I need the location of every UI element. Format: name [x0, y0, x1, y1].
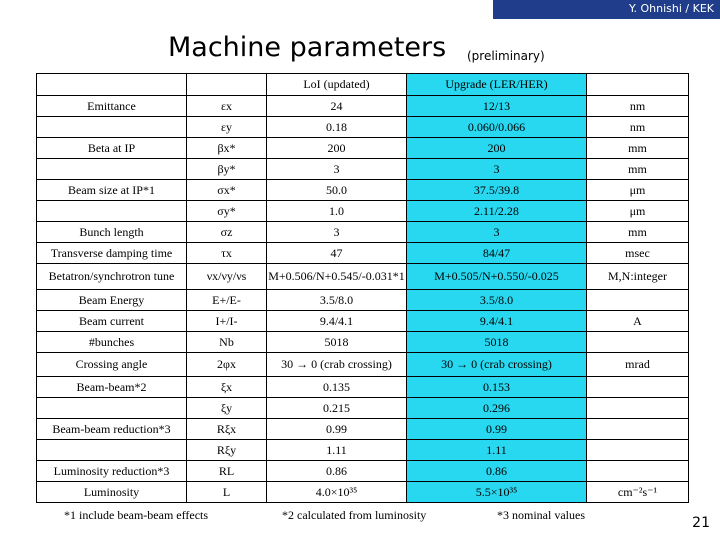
row-symbol: 2φx: [187, 353, 267, 377]
header-bar: [493, 0, 720, 19]
row-unit: [587, 332, 689, 353]
header-upgrade: Upgrade (LER/HER): [407, 74, 587, 96]
row-unit: M,N:integer: [587, 264, 689, 290]
row-upgrade-value: 84/47: [407, 243, 587, 264]
table-row: [37, 353, 689, 377]
row-label: [37, 440, 187, 461]
row-upgrade-value: 37.5/39.8: [407, 180, 587, 201]
table-row: [37, 461, 689, 482]
row-symbol: τx: [187, 243, 267, 264]
row-loi-value: 4.0×10³⁵: [267, 482, 407, 503]
row-symbol: σy*: [187, 201, 267, 222]
table-row: [37, 482, 689, 503]
row-loi-value: 1.0: [267, 201, 407, 222]
row-loi-value: M+0.506/N+0.545/-0.031*1: [267, 264, 407, 290]
footnote-1: *1 include beam-beam effects: [64, 508, 209, 522]
row-label: Beam size at IP*1: [37, 180, 187, 201]
row-label: Beam Energy: [37, 290, 187, 311]
row-unit: cm⁻²s⁻¹: [587, 482, 689, 503]
row-label: Beam-beam*2: [37, 377, 187, 398]
row-symbol: Nb: [187, 332, 267, 353]
table-row: [37, 117, 689, 138]
row-label: Crossing angle: [37, 353, 187, 377]
row-unit: [587, 440, 689, 461]
row-loi-value: 24: [267, 96, 407, 117]
row-upgrade-value: 30 → 0 (crab crossing): [407, 353, 587, 377]
row-unit: mm: [587, 222, 689, 243]
row-loi-value: 1.11: [267, 440, 407, 461]
row-loi-value: 3.5/8.0: [267, 290, 407, 311]
table-row: [37, 290, 689, 311]
table-body: [37, 96, 689, 503]
row-unit: mm: [587, 159, 689, 180]
row-loi-value: 3: [267, 159, 407, 180]
row-unit: nm: [587, 96, 689, 117]
row-upgrade-value: M+0.505/N+0.550/-0.025: [407, 264, 587, 290]
row-unit: μm: [587, 201, 689, 222]
row-unit: nm: [587, 117, 689, 138]
row-label: Transverse damping time: [37, 243, 187, 264]
page-number: 21: [692, 515, 710, 531]
table-row: [37, 440, 689, 461]
row-label: Betatron/synchrotron tune: [37, 264, 187, 290]
row-unit: μm: [587, 180, 689, 201]
row-loi-value: 47: [267, 243, 407, 264]
row-label: [37, 201, 187, 222]
author-label: Y. Ohnishi / KEK: [629, 2, 714, 15]
row-loi-value: 0.99: [267, 419, 407, 440]
table-row: [37, 311, 689, 332]
row-symbol: E+/E-: [187, 290, 267, 311]
row-loi-value: 0.86: [267, 461, 407, 482]
row-label: Luminosity reduction*3: [37, 461, 187, 482]
row-symbol: εy: [187, 117, 267, 138]
row-upgrade-value: 5018: [407, 332, 587, 353]
table-row: [37, 332, 689, 353]
slide-subtitle: (preliminary): [467, 49, 545, 63]
table-row: [37, 138, 689, 159]
row-upgrade-value: 2.11/2.28: [407, 201, 587, 222]
row-upgrade-value: 0.86: [407, 461, 587, 482]
row-symbol: Rξx: [187, 419, 267, 440]
row-symbol: Rξy: [187, 440, 267, 461]
row-symbol: νx/νy/νs: [187, 264, 267, 290]
row-symbol: L: [187, 482, 267, 503]
row-unit: mrad: [587, 353, 689, 377]
row-symbol: βy*: [187, 159, 267, 180]
row-loi-value: 50.0: [267, 180, 407, 201]
row-symbol: RL: [187, 461, 267, 482]
row-upgrade-value: 0.060/0.066: [407, 117, 587, 138]
row-label: [37, 398, 187, 419]
row-loi-value: 0.215: [267, 398, 407, 419]
row-label: Emittance: [37, 96, 187, 117]
row-label: [37, 117, 187, 138]
row-label: Luminosity: [37, 482, 187, 503]
table-header-row: [37, 74, 689, 96]
row-upgrade-value: 3: [407, 159, 587, 180]
row-symbol: ξx: [187, 377, 267, 398]
row-upgrade-value: 9.4/4.1: [407, 311, 587, 332]
row-label: Beam current: [37, 311, 187, 332]
row-symbol: I+/I-: [187, 311, 267, 332]
row-upgrade-value: 200: [407, 138, 587, 159]
row-loi-value: 30 → 0 (crab crossing): [267, 353, 407, 377]
row-upgrade-value: 12/13: [407, 96, 587, 117]
row-symbol: σz: [187, 222, 267, 243]
header-empty-symbol: [187, 74, 267, 96]
row-label: Beam-beam reduction*3: [37, 419, 187, 440]
row-loi-value: 9.4/4.1: [267, 311, 407, 332]
row-upgrade-value: 3.5/8.0: [407, 290, 587, 311]
table-row: [37, 159, 689, 180]
table-row: [37, 398, 689, 419]
header-empty-label: [37, 74, 187, 96]
row-upgrade-value: 3: [407, 222, 587, 243]
table-row: [37, 377, 689, 398]
table-row: [37, 243, 689, 264]
row-unit: A: [587, 311, 689, 332]
row-upgrade-value: 0.99: [407, 419, 587, 440]
table-row: [37, 264, 689, 290]
row-loi-value: 5018: [267, 332, 407, 353]
row-label: Beta at IP: [37, 138, 187, 159]
row-unit: [587, 290, 689, 311]
row-symbol: εx: [187, 96, 267, 117]
header-empty-unit: [587, 74, 689, 96]
slide-title: Machine parameters: [168, 32, 447, 63]
row-loi-value: 200: [267, 138, 407, 159]
row-label: Bunch length: [37, 222, 187, 243]
row-unit: [587, 398, 689, 419]
parameters-table: [36, 73, 689, 503]
row-unit: [587, 377, 689, 398]
row-symbol: σx*: [187, 180, 267, 201]
table-row: [37, 201, 689, 222]
row-loi-value: 0.135: [267, 377, 407, 398]
row-label: [37, 159, 187, 180]
row-unit: mm: [587, 138, 689, 159]
row-unit: [587, 461, 689, 482]
table-row: [37, 419, 689, 440]
footnote-2: *2 calculated from luminosity: [282, 508, 427, 522]
table-row: [37, 96, 689, 117]
footnote-3: *3 nominal values: [497, 508, 585, 522]
table-row: [37, 222, 689, 243]
table-row: [37, 180, 689, 201]
row-label: #bunches: [37, 332, 187, 353]
row-upgrade-value: 0.296: [407, 398, 587, 419]
row-unit: [587, 419, 689, 440]
row-upgrade-value: 1.11: [407, 440, 587, 461]
row-symbol: βx*: [187, 138, 267, 159]
row-loi-value: 0.18: [267, 117, 407, 138]
row-upgrade-value: 5.5×10³⁵: [407, 482, 587, 503]
header-loi: LoI (updated): [267, 74, 407, 96]
row-upgrade-value: 0.153: [407, 377, 587, 398]
row-loi-value: 3: [267, 222, 407, 243]
row-symbol: ξy: [187, 398, 267, 419]
row-unit: msec: [587, 243, 689, 264]
